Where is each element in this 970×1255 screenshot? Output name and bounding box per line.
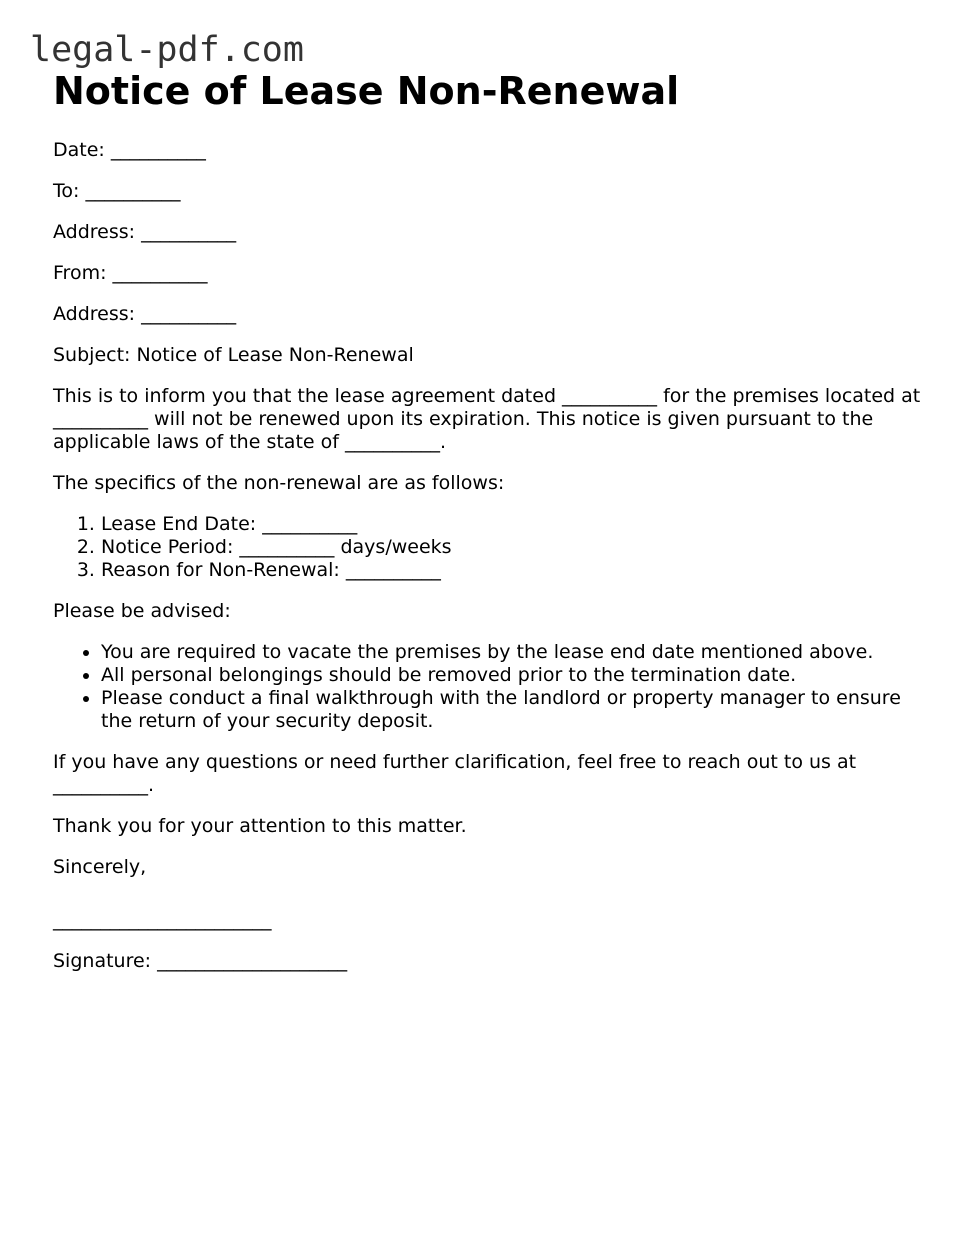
signature-blank-line: _______________________ [53,909,272,931]
sender-field: From: __________ [53,262,208,284]
site-watermark: legal-pdf.com [30,30,304,70]
document-title: Notice of Lease Non-Renewal [53,69,680,113]
recipient-field: To: __________ [53,180,181,202]
contact-paragraph: If you have any questions or need further clarification, feel free to reach out to us at __________. [53,751,857,796]
specific-item-lease-end-date: 1. Lease End Date: __________ [101,513,923,536]
closing-line: Sincerely, [53,856,147,878]
lease-notice-document [53,68,923,991]
signature-field: Signature: ____________________ [53,950,348,972]
specifics-list [53,513,923,582]
sender-address-field: Address: __________ [53,303,237,325]
specific-item-reason: 3. Reason for Non-Renewal: __________ [101,559,923,582]
advised-heading: Please be advised: [53,600,231,622]
specifics-heading: The specifics of the non-renewal are as follows: [53,472,505,494]
advisories-list [53,641,923,733]
advisory-item-vacate: • You are required to vacate the premises by the lease end date mentioned above. [101,641,923,664]
date-field: Date: __________ [53,139,206,161]
advisory-item-walkthrough: • Please conduct a final walkthrough with the landlord or property manager to ensure the return of your security deposit. [101,687,923,733]
specific-item-notice-period: 2. Notice Period: __________ days/weeks [101,536,923,559]
thanks-line: Thank you for your attention to this matter. [53,815,467,837]
intro-paragraph: This is to inform you that the lease agreement dated __________ for the premises located at __________ will not be renewed upon its expiration. This notice is given pursuant to the applicable laws of the state of __________. [53,385,921,453]
recipient-address-field: Address: __________ [53,221,237,243]
advisory-item-belongings: • All personal belongings should be removed prior to the termination date. [101,664,923,687]
subject-line: Subject: Notice of Lease Non-Renewal [53,344,414,366]
